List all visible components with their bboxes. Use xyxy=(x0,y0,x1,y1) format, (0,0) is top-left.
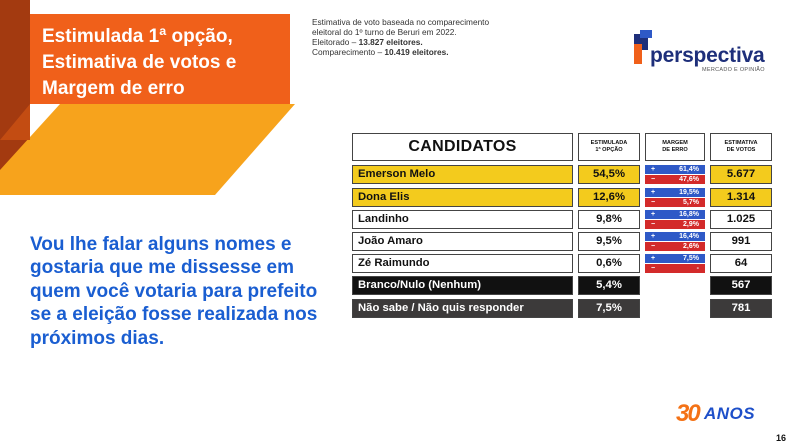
margin-of-error xyxy=(645,188,705,207)
comparecimento-label: Comparecimento – xyxy=(312,47,383,57)
candidate-pct: 0,6% xyxy=(578,254,640,273)
candidate-pct: 54,5% xyxy=(578,165,640,184)
margin-upper: + 7,5% xyxy=(645,254,705,263)
margin-of-error xyxy=(645,165,705,184)
logo-wordmark: perspectiva xyxy=(650,44,765,67)
title-line-1: Estimulada 1ª opção, xyxy=(42,26,233,47)
eleitorado-label: Eleitorado – xyxy=(312,37,357,47)
margin-lower: − 2,9% xyxy=(645,220,705,229)
candidate-name: Emerson Melo xyxy=(352,165,573,184)
candidate-estimate: 1.314 xyxy=(710,188,772,207)
header-estimativa xyxy=(710,133,772,161)
candidate-estimate: 1.025 xyxy=(710,210,772,229)
logo-tagline: MERCADO E OPINIÃO xyxy=(702,67,765,73)
slide-title xyxy=(30,14,288,104)
candidate-name: João Amaro xyxy=(352,232,573,251)
margin-upper-value: 16,8% xyxy=(679,211,699,218)
note-line-2: eleitoral do 1º turno de Beruri em 2022. xyxy=(312,27,457,37)
candidate-name: Dona Elis xyxy=(352,188,573,207)
blank-null-pct: 5,4% xyxy=(578,276,640,295)
header-estimulada-line-1: ESTIMULADA xyxy=(590,140,628,146)
header-estimulada-line-2: 1ª OPÇÃO xyxy=(595,147,623,153)
blank-null-name: Branco/Nulo (Nenhum) xyxy=(352,276,573,295)
header-margem-line-2: DE ERRO xyxy=(662,147,688,153)
margin-lower: − 2,6% xyxy=(645,242,705,251)
header-candidatos: CANDIDATOS xyxy=(352,133,573,161)
note-comparecimento xyxy=(312,47,532,57)
perspectiva-logo xyxy=(632,26,772,72)
margin-upper: + 19,5% xyxy=(645,188,705,197)
margin-lower: − - xyxy=(645,264,705,273)
badge-number: 30 xyxy=(676,400,699,427)
header-margem xyxy=(645,133,705,161)
margin-upper: + 61,4% xyxy=(645,165,705,174)
note-eleitorado xyxy=(312,37,532,47)
dont-know-name: Não sabe / Não quis responder xyxy=(352,299,573,318)
header-estimativa-line-2: DE VOTOS xyxy=(726,147,756,153)
margin-upper-value: 61,4% xyxy=(679,166,699,173)
margin-of-error xyxy=(645,254,705,273)
methodology-note xyxy=(312,17,532,57)
candidate-pct: 9,5% xyxy=(578,232,640,251)
comparecimento-value: 10.419 eleitores. xyxy=(384,47,449,57)
margin-lower-value: - xyxy=(696,265,699,272)
30-anos-badge xyxy=(674,400,774,430)
margin-upper-value: 19,5% xyxy=(679,189,699,196)
margin-upper-value: 7,5% xyxy=(683,255,699,262)
title-line-2: Estimativa de votos e xyxy=(42,52,237,73)
title-line-3: Margem de erro xyxy=(42,78,185,99)
margin-upper: + 16,4% xyxy=(645,232,705,241)
candidate-name: Landinho xyxy=(352,210,573,229)
margin-lower-value: 5,7% xyxy=(683,199,699,206)
candidate-estimate: 64 xyxy=(710,254,772,273)
candidate-estimate: 5.677 xyxy=(710,165,772,184)
header-estimativa-line-1: ESTIMATIVA xyxy=(724,140,758,146)
survey-question: Vou lhe falar alguns nomes e gostaria que me dissesse em quem você votaria para prefeito se a eleição fosse realizada nos próximos dias. xyxy=(30,234,318,349)
page-number: 16 xyxy=(776,433,787,443)
note-line-1: Estimativa de voto baseada no comparecimento xyxy=(312,17,490,27)
candidate-estimate: 991 xyxy=(710,232,772,251)
dont-know-estimate: 781 xyxy=(710,299,772,318)
margin-lower-value: 47,6% xyxy=(679,176,699,183)
margin-upper-value: 16,4% xyxy=(679,233,699,240)
candidate-pct: 9,8% xyxy=(578,210,640,229)
badge-text: ANOS xyxy=(704,404,756,423)
candidate-pct: 12,6% xyxy=(578,188,640,207)
margin-lower-value: 2,9% xyxy=(683,221,699,228)
eleitorado-value: 13.827 eleitores. xyxy=(358,37,423,47)
margin-lower: − 5,7% xyxy=(645,198,705,207)
margin-of-error xyxy=(645,232,705,251)
margin-of-error xyxy=(645,210,705,229)
margin-lower-value: 2,6% xyxy=(683,243,699,250)
header-estimulada xyxy=(578,133,640,161)
candidate-name: Zé Raimundo xyxy=(352,254,573,273)
margin-lower: − 47,6% xyxy=(645,175,705,184)
blank-null-estimate: 567 xyxy=(710,276,772,295)
margin-upper: + 16,8% xyxy=(645,210,705,219)
header-margem-line-1: MARGEM xyxy=(662,140,688,146)
dont-know-pct: 7,5% xyxy=(578,299,640,318)
